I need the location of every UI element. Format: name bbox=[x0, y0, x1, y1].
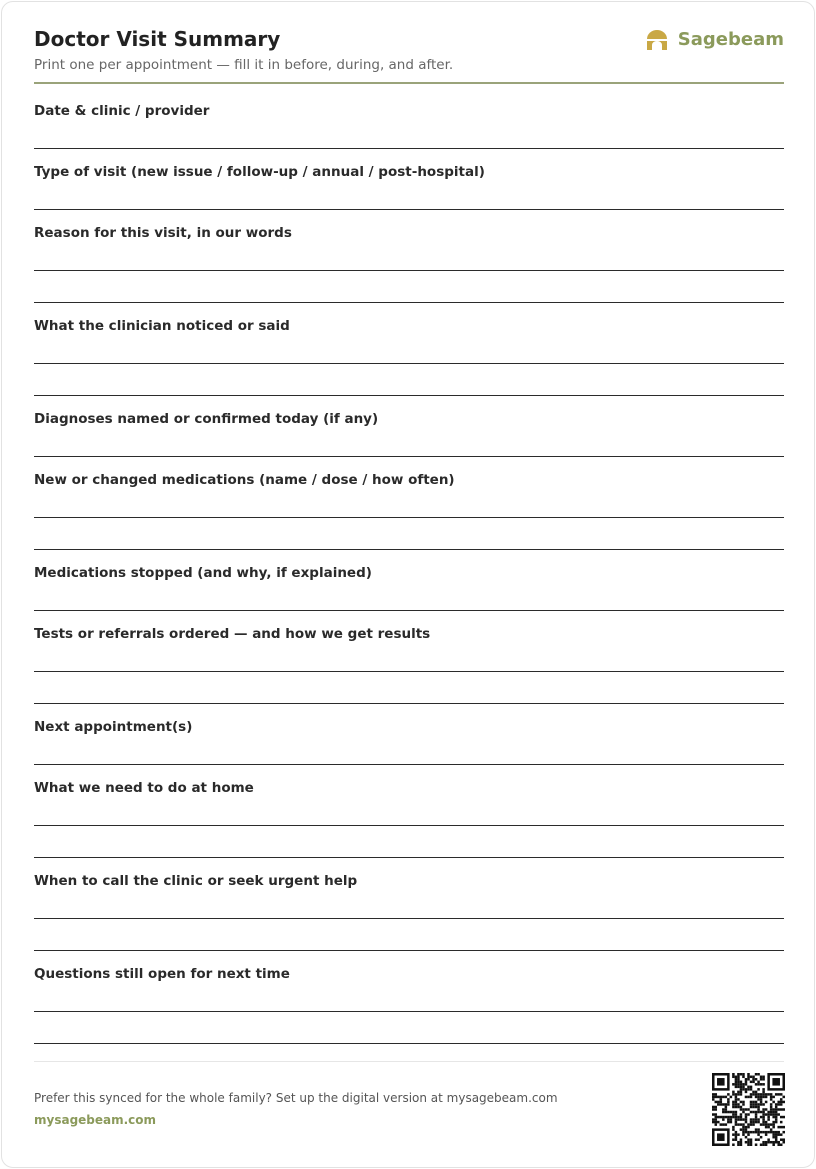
write-in-line[interactable] bbox=[34, 918, 784, 919]
arch-logo-icon bbox=[646, 30, 668, 50]
footer-note: Prefer this synced for the whole family? Set up the digital version at mysagebeam.com bbox=[34, 1091, 558, 1105]
page-subtitle: Print one per appointment — fill it in before, during, and after. bbox=[34, 57, 454, 73]
field-label: Next appointment(s) bbox=[34, 719, 193, 735]
write-in-line[interactable] bbox=[34, 270, 784, 271]
footer-divider bbox=[34, 1061, 784, 1062]
brand-name: Sagebeam bbox=[677, 29, 784, 50]
field-label: New or changed medications (name / dose / how often) bbox=[34, 472, 455, 488]
field-label: Medications stopped (and why, if explained) bbox=[34, 565, 372, 581]
form-field bbox=[34, 855, 784, 951]
footer-link[interactable]: mysagebeam.com bbox=[34, 1113, 157, 1127]
write-in-line[interactable] bbox=[34, 1011, 784, 1012]
write-in-line[interactable] bbox=[34, 825, 784, 826]
write-in-line[interactable] bbox=[34, 517, 784, 518]
brand-logo bbox=[646, 28, 784, 52]
field-label: What we need to do at home bbox=[34, 780, 254, 796]
field-label: Questions still open for next time bbox=[34, 966, 290, 982]
write-in-line[interactable] bbox=[34, 1043, 784, 1044]
form-field bbox=[34, 393, 784, 457]
form-field bbox=[34, 454, 784, 550]
worksheet-page bbox=[1, 1, 815, 1168]
field-label: What the clinician noticed or said bbox=[34, 318, 290, 334]
form-field bbox=[34, 300, 784, 396]
write-in-line[interactable] bbox=[34, 671, 784, 672]
form-field bbox=[34, 85, 784, 149]
field-label: Type of visit (new issue / follow-up / annual / post-hospital) bbox=[34, 164, 485, 180]
field-label: When to call the clinic or seek urgent help bbox=[34, 873, 358, 889]
field-label: Date & clinic / provider bbox=[34, 103, 210, 119]
form-field bbox=[34, 146, 784, 210]
form-field bbox=[34, 701, 784, 765]
page-title: Doctor Visit Summary bbox=[34, 27, 281, 51]
field-label: Diagnoses named or confirmed today (if any) bbox=[34, 411, 379, 427]
field-label: Tests or referrals ordered — and how we get results bbox=[34, 626, 431, 642]
form-field bbox=[34, 547, 784, 611]
write-in-line[interactable] bbox=[34, 363, 784, 364]
form-field bbox=[34, 948, 784, 1044]
worksheet-header bbox=[34, 26, 784, 84]
form-field bbox=[34, 762, 784, 858]
field-label: Reason for this visit, in our words bbox=[34, 225, 292, 241]
form-field bbox=[34, 207, 784, 303]
form-field bbox=[34, 608, 784, 704]
qr-code-icon[interactable] bbox=[712, 1073, 785, 1146]
